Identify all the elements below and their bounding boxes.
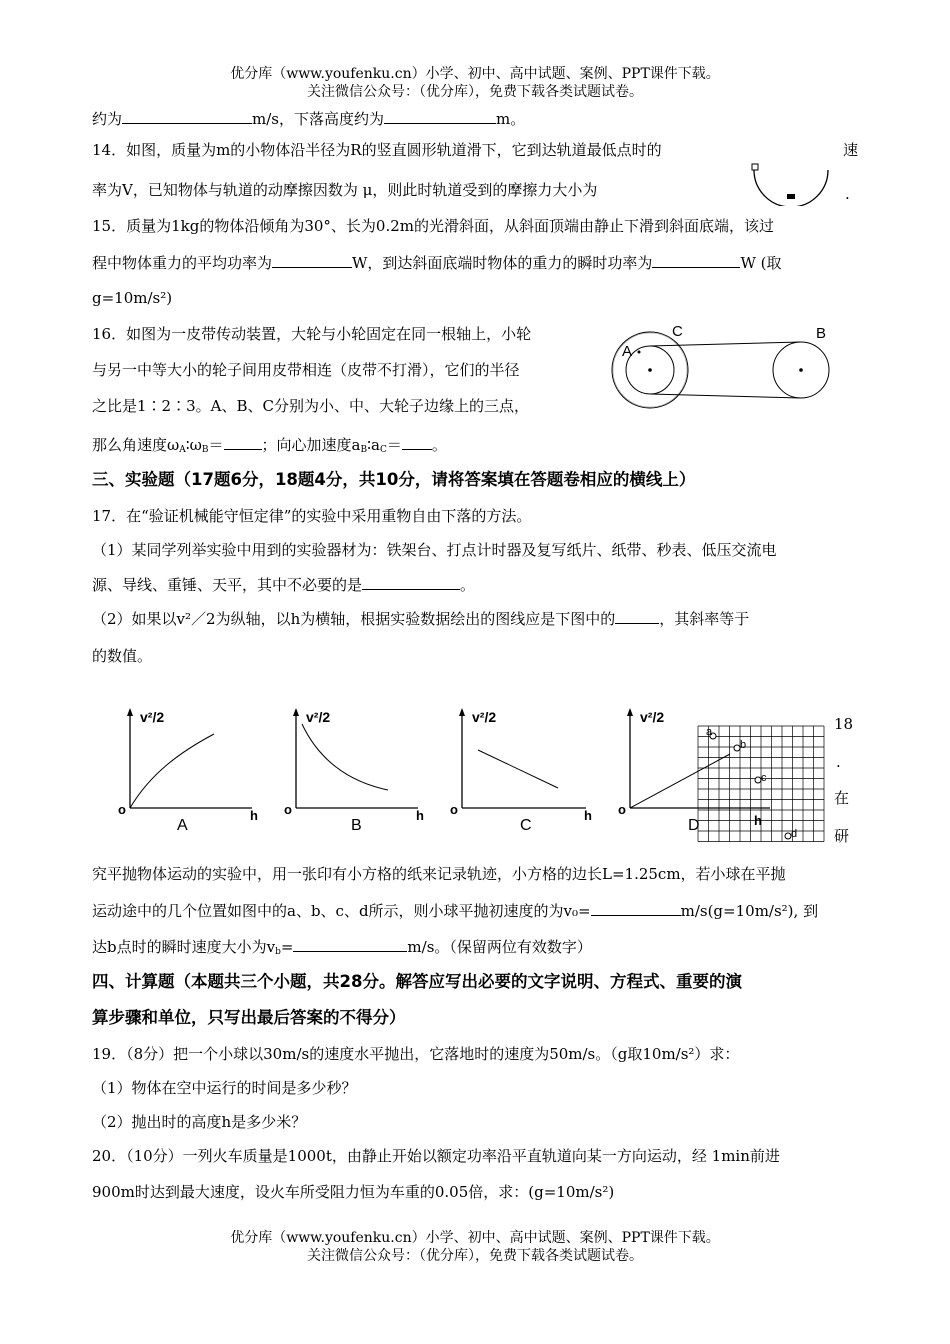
- graph-c-xlabel: h: [584, 808, 592, 823]
- graph-a: [118, 708, 258, 834]
- section-4-title-2: 算步骤和单位，只写出最后答案的不得分）: [92, 1008, 406, 1027]
- q18-line-2: [92, 900, 818, 921]
- label-b: B: [816, 325, 827, 342]
- point-a-dot: [638, 351, 641, 354]
- small-object-top: [752, 164, 758, 170]
- section-3-title: 三、实验题（17题6分，18题4分，共10分，请将答案填在答题卷相应的横线上）: [92, 470, 696, 489]
- graph-c-name: C: [520, 817, 532, 834]
- header-line-2: 关注微信公众号：（优分库），免费下载各类试题试卷。: [307, 84, 643, 100]
- belt-drive-diagram: [606, 318, 846, 418]
- q19-line-2: （1）物体在空中运行的时间是多少秒？: [92, 1079, 357, 1097]
- graph-c-origin: o: [450, 802, 458, 817]
- q18-side-3: 在: [834, 789, 850, 807]
- graph-b-xlabel: h: [416, 808, 424, 823]
- q18-line-3: [92, 936, 592, 962]
- point-d-label: d: [791, 828, 798, 840]
- q16-blank-accel: [402, 434, 432, 450]
- q16-t7: 。: [431, 436, 447, 454]
- header-line-1: 优分库（www.youfenku.cn）小学、初中、高中试题、案例、PPT课件下载。: [230, 66, 720, 82]
- graph-b-origin: o: [284, 802, 292, 817]
- q16-line-3: 之比是1∶2∶3。A、B、C分别为小、中、大轮子边缘上的三点，: [92, 397, 529, 415]
- q15-text-c: W (取: [740, 254, 782, 272]
- graph-a-name: A: [177, 817, 188, 834]
- graph-a-y-arrow: [127, 708, 133, 716]
- footer-line-1: 优分库（www.youfenku.cn）小学、初中、高中试题、案例、PPT课件下载。: [230, 1230, 720, 1246]
- graph-d: [618, 708, 770, 834]
- q13-text-c: m。: [496, 110, 526, 128]
- label-a: A: [622, 343, 633, 360]
- point-a-label: a: [706, 726, 713, 738]
- q17-line-3: [92, 574, 475, 595]
- graph-a-origin: o: [118, 802, 126, 817]
- graph-b-y-arrow: [293, 708, 299, 716]
- q13-blank-height: [384, 108, 496, 124]
- graph-d-y-arrow: [627, 708, 633, 716]
- graph-c: [450, 708, 592, 834]
- q17-blank-graph: [615, 608, 659, 624]
- track-arc: [754, 170, 828, 206]
- q18-text-e: m/s。（保留两位有效数字）: [407, 938, 592, 956]
- belt-top: [650, 342, 801, 346]
- graph-b-name: B: [351, 817, 362, 834]
- q18-sub-b: b: [275, 947, 281, 957]
- q16-t6: ＝: [386, 436, 402, 454]
- small-object-bottom: [787, 194, 795, 199]
- graph-d-origin: o: [618, 802, 626, 817]
- graph-a-ylabel: v²/2: [140, 709, 165, 725]
- q17-text-d: ，其斜率等于: [659, 610, 750, 628]
- q16-blank-omega: [224, 434, 262, 450]
- point-c-label: c: [761, 772, 767, 784]
- section-4-title-1: 四、计算题（本题共三个小题，共28分。解答应写出必要的文字说明、方程式、重要的演: [92, 972, 742, 991]
- q16-sub-b: B: [201, 445, 209, 455]
- q14-line-1: 14．如图，质量为m的小物体沿半径为R的竖直圆形轨道滑下，它到达轨道最低点时的: [92, 141, 662, 159]
- q19-line-3: （2）抛出时的高度h是多少米？: [92, 1113, 307, 1131]
- graph-b-ylabel: v²/2: [306, 709, 331, 725]
- graph-c-line: [478, 750, 558, 788]
- graph-a-xlabel: h: [250, 808, 258, 823]
- graph-c-y-arrow: [459, 708, 465, 716]
- q18-text-d: =: [280, 938, 294, 956]
- q18-side-2: .: [836, 753, 841, 771]
- q18-text-c: 达b点时的瞬时速度大小为v: [92, 938, 276, 956]
- q16-line-2: 与另一中等大小的轮子间用皮带相连（皮带不打滑），它们的半径: [92, 361, 520, 379]
- graph-b-curve: [302, 724, 388, 790]
- q15-line-2: [92, 252, 781, 273]
- q17-line-5: 的数值。: [92, 647, 153, 665]
- q17-text-b: 。: [460, 576, 476, 594]
- q16-t2: ∶ω: [185, 436, 202, 454]
- q18-blank-vb: [293, 936, 407, 952]
- q17-line-2: （1）某同学列举实验中用到的实验器材为：铁架台、打点计时器及复写纸片、纸带、秒表、低压交流电: [92, 541, 777, 559]
- small-wheel-axle: [648, 368, 652, 372]
- graphs-row: [110, 702, 840, 852]
- q17-line-4: [92, 608, 749, 629]
- footer-line-2: 关注微信公众号：（优分库），免费下载各类试题试卷。: [307, 1248, 643, 1264]
- q15-text-a: 程中物体重力的平均功率为: [92, 254, 273, 272]
- q17-text-c: （2）如果以v²／2为纵轴，以h为横轴，根据实验数据绘出的图线应是下图中的: [92, 610, 616, 628]
- q16-t5: ∶a: [367, 436, 380, 454]
- q16-t1: 那么角速度ω: [92, 436, 180, 454]
- belt-bottom: [650, 394, 801, 398]
- q15-blank-inst-power: [652, 252, 740, 268]
- circular-track-diagram: [748, 158, 834, 206]
- q15-blank-avg-power: [272, 252, 352, 268]
- q15-text-b: W，到达斜面底端时物体的重力的瞬时功率为: [352, 254, 653, 272]
- q16-sub-a: A: [179, 445, 186, 455]
- q16-t4: ；向心加速度a: [261, 436, 361, 454]
- q20-line-2: 900m时达到最大速度，设火车所受阻力恒为车重的0.05倍，求：(g=10m/s²): [92, 1183, 615, 1201]
- q16-sub-b2: B: [360, 445, 368, 455]
- q16-line-4: [92, 434, 447, 460]
- q18-text-a: 运动途中的几个位置如图中的a、b、c、d所示，则小球平抛初速度的为v₀=: [92, 902, 591, 920]
- q14-line-1-end: 速: [843, 141, 859, 159]
- q13-blank-speed: [122, 108, 252, 124]
- q13-line: [92, 108, 525, 129]
- q16-sub-c: C: [379, 445, 387, 455]
- q18-blank-v0: [591, 900, 681, 916]
- label-c: C: [672, 323, 683, 340]
- q15-line-1: 15．质量为1kg的物体沿倾角为30°、长为0.2m的光滑斜面，从斜面顶端由静止下滑到斜面底端，该过: [92, 217, 774, 235]
- q18-line-1: 究平抛物体运动的实验中，用一张印有小方格的纸来记录轨迹，小方格的边长L=1.25cm，若小球在平抛: [92, 865, 786, 883]
- q18-side-1: 18: [834, 715, 854, 733]
- graph-b: [284, 708, 424, 834]
- q15-line-3: g=10m/s²): [92, 289, 173, 307]
- graph-c-ylabel: v²/2: [472, 709, 497, 725]
- point-b-label: b: [740, 739, 747, 751]
- graph-a-curve: [130, 734, 214, 808]
- q20-line-1: 20．（10分）一列火车质量是1000t，由静止开始以额定功率沿平直轨道向某一方向运动，经 1min前进: [92, 1147, 780, 1165]
- q17-text-a: 源、导线、重锤、天平，其中不必要的是: [92, 576, 363, 594]
- q14-line-2: 率为V，已知物体与轨道的动摩擦因数为 μ，则此时轨道受到的摩擦力大小为: [92, 181, 598, 199]
- graph-d-xlabel: h: [754, 813, 762, 828]
- q17-line-1: 17．在“验证机械能守恒定律”的实验中采用重物自由下落的方法。: [92, 507, 532, 525]
- graph-d-ylabel: v²/2: [640, 709, 665, 725]
- q13-text-b: m/s，下落高度约为: [252, 110, 384, 128]
- q18-text-b: m/s(g=10m/s²), 到: [680, 902, 819, 920]
- q17-blank-unneeded: [362, 574, 460, 590]
- q13-text-a: 约为: [92, 110, 123, 128]
- q16-line-1: 16．如图为一皮带传动装置，大轮与小轮固定在同一根轴上，小轮: [92, 325, 532, 343]
- medium-wheel-axle: [799, 368, 803, 372]
- graph-d-line: [630, 754, 730, 808]
- q14-line-2-end: .: [845, 185, 850, 203]
- q18-side-4: 研: [834, 827, 850, 845]
- q19-line-1: 19．（8分）把一个小球以30m/s的速度水平抛出，它落地时的速度为50m/s。（g取10m/s²）求：: [92, 1045, 740, 1063]
- q16-t3: ＝: [208, 436, 224, 454]
- graph-d-name: D: [688, 817, 700, 834]
